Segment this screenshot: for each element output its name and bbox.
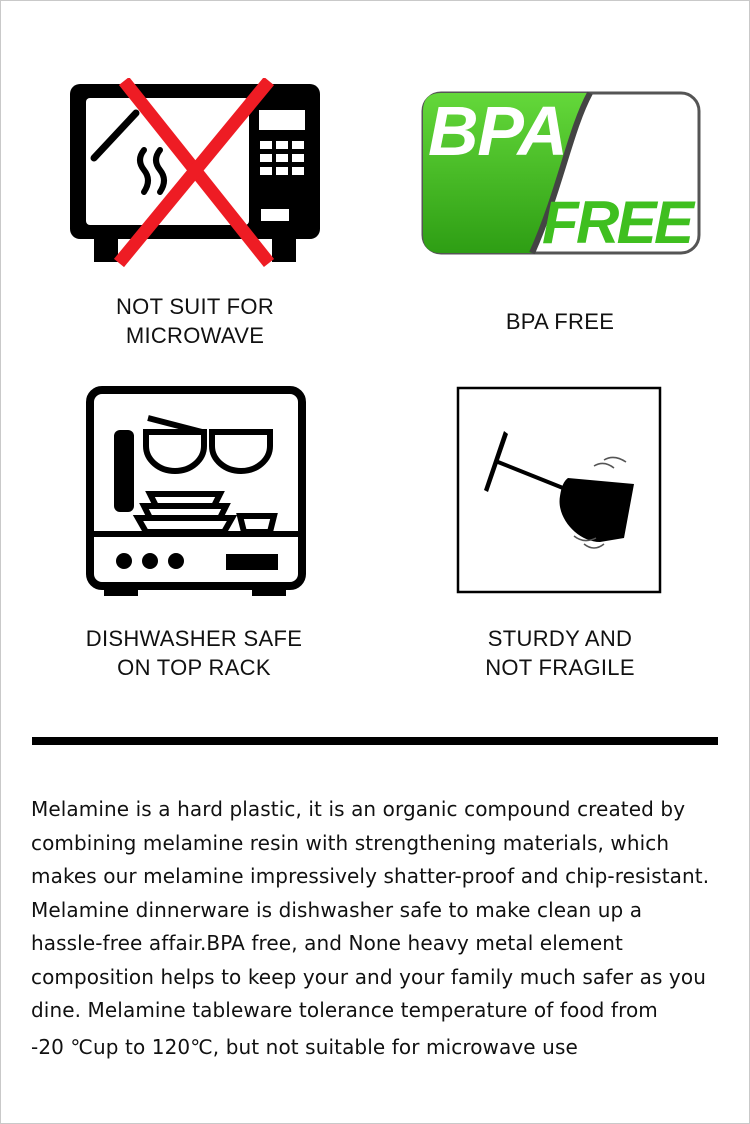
description-line: combining melamine resin with strengthening materials, which [31,830,670,855]
caption-line: NOT SUIT FOR [115,294,275,319]
description-line: makes our melamine impressively shatter-proof and chip-resistant. [31,864,710,888]
description-line: Melamine is a hard plastic, it is an organic compound created by [31,797,686,821]
description-line: -20 ℃up to 120℃, but not suitable for microwave use [31,1034,578,1059]
bpa-free-badge-icon [420,90,702,256]
caption-sturdy [430,624,690,682]
sturdy-glass-icon [456,386,664,596]
caption-dishwasher-safe [54,624,334,682]
caption-not-suit-microwave [60,292,330,350]
caption-line: BPA FREE [505,309,615,334]
description-line: composition helps to keep your and your family much safer as you [31,964,706,989]
description-paragraph [31,793,731,1064]
caption-bpa-free [430,307,690,336]
caption-line: STURDY AND [487,626,633,651]
bpa-word: BPA [428,92,568,170]
no-microwave-icon [64,78,326,268]
caption-line: ON TOP RACK [117,655,271,680]
caption-line: DISHWASHER SAFE [85,626,303,651]
section-divider [32,737,718,745]
caption-line: MICROWAVE [125,323,265,348]
caption-line: NOT FRAGILE [485,655,635,680]
free-word: FREE [542,189,694,256]
description-line: hassle-free affair.BPA free, and None heavy metal element [31,931,623,955]
dishwasher-icon [84,386,306,598]
description-line: Melamine dinnerware is dishwasher safe to make clean up a [31,897,643,922]
description-line: dine. Melamine tableware tolerance temperature of food from [31,998,658,1022]
